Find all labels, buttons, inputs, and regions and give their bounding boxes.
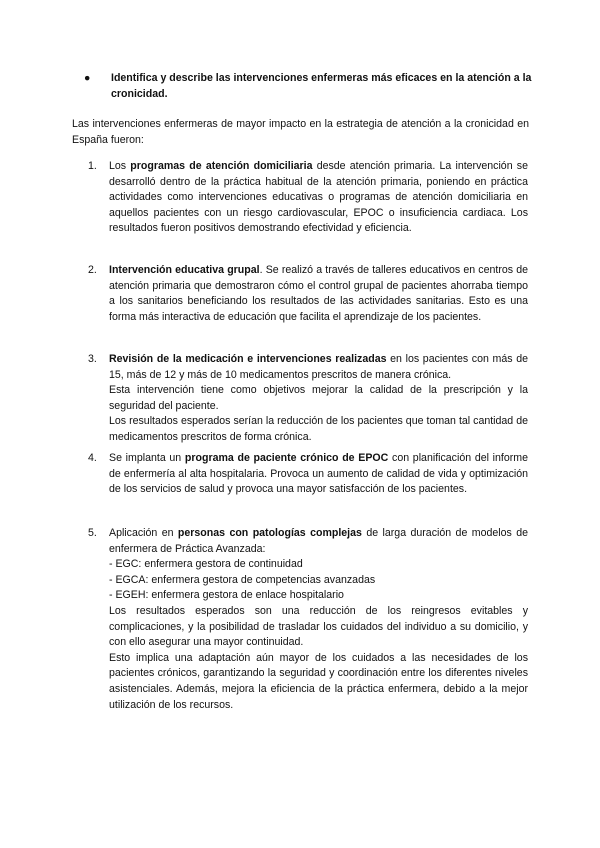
item-bold-term: Revisión de la medicación e intervenciones realizadas xyxy=(109,353,387,365)
question-heading xyxy=(84,71,534,102)
item-post: desde atención primaria. La intervención se desarrolló dentro de la práctica habitual de la atención primaria, poniendo en práctica actividades como intervenciones educativas o programas de atención domiciliaria en aquellos pacientes con un riesgo cardiovascular, EPOC o insuficiencia cardiaca. Los resultados fueron positivos demostrando efectividad y eficiencia. xyxy=(109,160,528,235)
sub-item-egc: - EGC: enfermera gestora de continuidad xyxy=(109,558,303,571)
item-text xyxy=(109,352,528,446)
item-text xyxy=(109,526,528,713)
item-text xyxy=(109,159,528,237)
item-pre: Se implanta un xyxy=(109,452,185,464)
item-number: 4. xyxy=(88,452,97,464)
item-number: 5. xyxy=(88,527,97,539)
list-item-3 xyxy=(88,352,528,446)
item-objectives: Esta intervención tiene como objetivos mejorar la calidad de la prescripción y la seguridad del paciente. xyxy=(109,384,528,412)
item-first-paragraph xyxy=(109,526,528,557)
item-expected-results: Los resultados esperados son una reducción de los reingresos evitables y complicaciones, y la posibilidad de trasladar los cuidados del individuo a su domicilio, y con ello asegurar una mayor continuidad. xyxy=(109,604,528,649)
item-post: con planificación del informe de enfermería al alta hospitalaria. Provoca un aumento de calidad de vida y optimización de los servicios de salud y provoca una mayor satisfacción de los pacientes. xyxy=(109,452,528,496)
item-expected-results: Los resultados esperados serían la reducción de los pacientes que toman tal cantidad de medicamentos prescritos de forma crónica. xyxy=(109,415,528,443)
item-bold-term: personas con patologías complejas xyxy=(177,527,362,539)
item-post: . Se realizó a través de talleres educativos en centros de atención primaria que demostraron cómo el control grupal de pacientes ahorraba tiempo a los sanitarios beneficiando los resultados de las actividades sanitarias. Esto es una forma más interactiva de educación que facilita el aprendizaje de los pacientes. xyxy=(109,264,528,323)
sub-item-egca: - EGCA: enfermera gestora de competencias avanzadas xyxy=(109,573,376,586)
list-item-2 xyxy=(88,263,528,325)
item-text xyxy=(109,451,528,498)
list-item-1 xyxy=(88,159,528,237)
item-number: 3. xyxy=(88,353,97,365)
bullet-icon: ● xyxy=(84,72,91,84)
item-post: de larga duración de modelos de enfermera de Práctica Avanzada: xyxy=(109,527,528,555)
item-first-paragraph xyxy=(109,352,528,383)
item-pre: Los xyxy=(109,160,131,172)
item-implications: Esto implica una adaptación aún mayor de los cuidados a las necesidades de los pacientes crónicos, garantizando la seguridad y coordinación entre los diferentes niveles asistenciales. Además, mejora la eficiencia de la práctica enfermera, debido a la mejor utilización de los recursos. xyxy=(109,651,528,711)
item-number: 1. xyxy=(88,160,97,172)
item-bold-term: Intervención educativa grupal xyxy=(109,264,260,276)
list-item-5 xyxy=(88,526,528,713)
item-number: 2. xyxy=(88,264,97,276)
item-bold-term: programas de atención domiciliaria xyxy=(130,160,313,172)
intro-paragraph: Las intervenciones enfermeras de mayor impacto en la estrategia de atención a la cronicidad en España fueron: xyxy=(72,118,529,146)
item-pre: Aplicación en xyxy=(109,527,178,539)
item-bold-term: programa de paciente crónico de EPOC xyxy=(184,452,389,464)
sub-item-egeh: - EGEH: enfermera gestora de enlace hospitalario xyxy=(109,589,344,602)
list-item-4 xyxy=(88,451,528,498)
item-post: en los pacientes con más de 15, más de 12 y más de 10 medicamentos prescritos de manera crónica. xyxy=(109,353,529,381)
question-text: Identifica y describe las intervenciones enfermeras más eficaces en la atención a la cronicidad. xyxy=(111,72,532,100)
item-text xyxy=(109,263,528,325)
